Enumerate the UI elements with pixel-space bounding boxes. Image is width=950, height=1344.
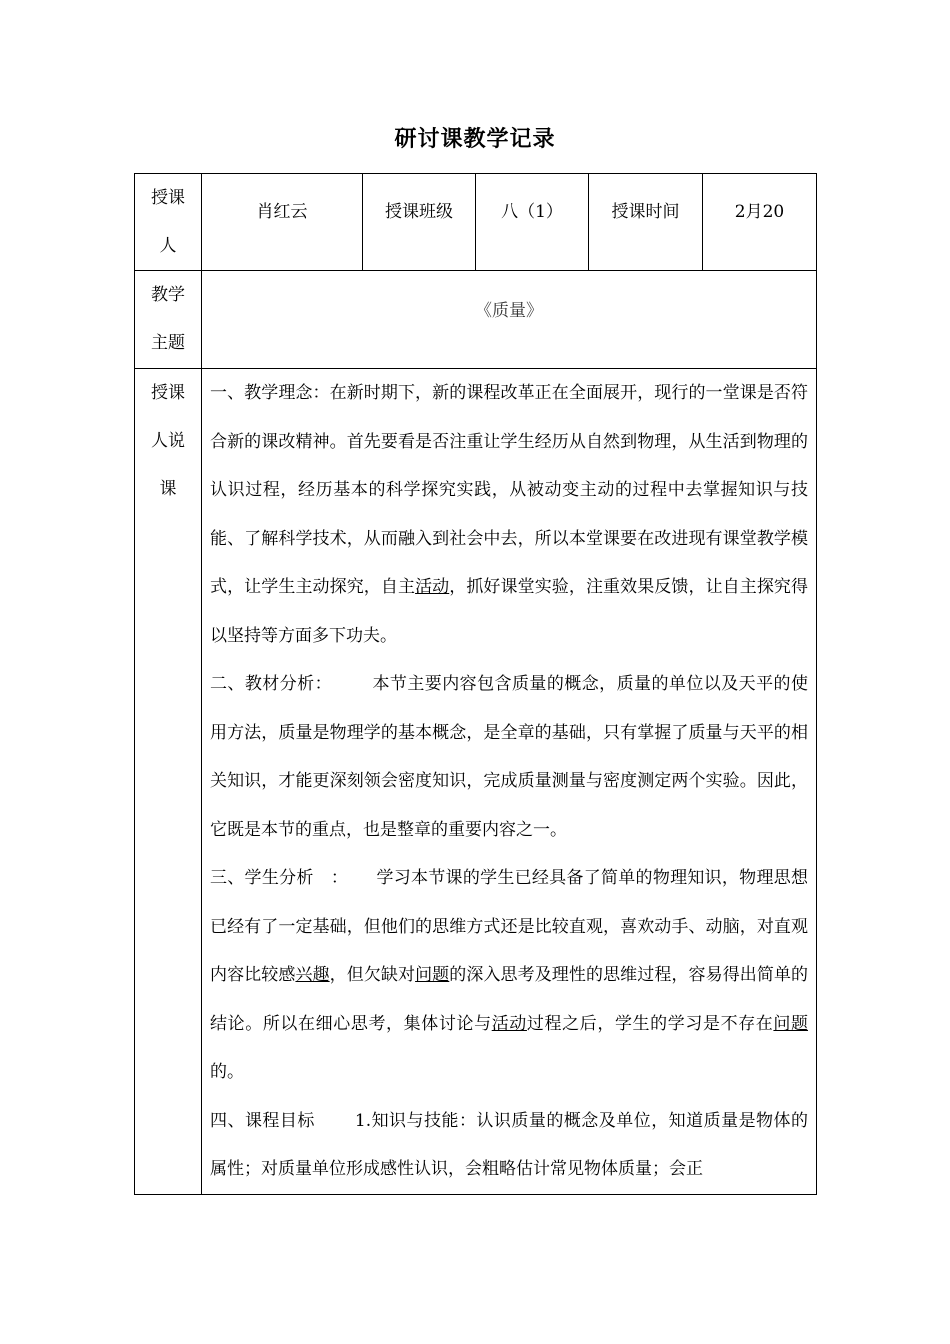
interest-link[interactable]: 兴趣 bbox=[295, 965, 330, 985]
section-goals-text: 1.知识与技能：认识质量的概念及单位，知道质量是物体的属性；对质量单位形成感性认识，会粗略估计常见物体质量；会正 bbox=[210, 1110, 809, 1179]
section-philosophy-text-a: 一、教学理念：在新时期下，新的课程改革正在全面展开，现行的一堂课是否符合新的课改精神。首先要看是否注重让学生经历从自然到物理，从生活到物理的认识过程，经历基本的科学探究实践，从被动变主动的过程中去掌握知识与技能、了解科学技术，从而融入到社会中去，所以本堂课要在改进现有课堂教学模式，让学生主动探究，自主 bbox=[210, 383, 808, 597]
topic-row bbox=[135, 271, 817, 369]
talk-label-line2: 人说 bbox=[151, 431, 185, 451]
section-goals-heading: 四、课程目标 bbox=[210, 1110, 315, 1131]
teacher-label-line1: 授课 bbox=[151, 188, 185, 208]
problem-link-2[interactable]: 问题 bbox=[773, 1013, 809, 1034]
class-label: 授课班级 bbox=[363, 174, 476, 271]
talk-content bbox=[202, 369, 817, 1195]
time-label: 授课时间 bbox=[589, 174, 703, 271]
activity-link-2[interactable]: 活动 bbox=[491, 1013, 527, 1034]
section-material-heading: 二、教材分析： bbox=[210, 674, 333, 694]
section-material bbox=[210, 660, 808, 854]
activity-link[interactable]: 活动 bbox=[415, 577, 450, 597]
teacher-label-cell bbox=[135, 174, 202, 271]
section-students-text-e: 的。 bbox=[210, 1062, 244, 1082]
section-material-text: 本节主要内容包含质量的概念，质量的单位以及天平的使用方法，质量是物理学的基本概念，是全章的基础，只有掌握了质量与天平的相关知识，才能更深刻领会密度知识，完成质量测量与密度测定两个实验。因此，它既是本节的重点，也是整章的重要内容之一。 bbox=[210, 674, 808, 840]
section-students-text-a: 学习本节课的学生已经具备了简单的物理知识，物理思想已经有了一定基础，但他们的思维方式还是比较直观，喜欢动手、动脑，对直观内容比较感 bbox=[210, 868, 809, 985]
header-row bbox=[135, 174, 817, 271]
time-value: 2月20 bbox=[703, 174, 817, 271]
section-philosophy bbox=[210, 369, 808, 660]
section-students-text-b: ，但欠缺对 bbox=[329, 965, 416, 985]
topic-label-line1: 教学 bbox=[151, 285, 185, 305]
topic-value: 《质量》 bbox=[202, 271, 817, 369]
talk-label-cell bbox=[135, 369, 202, 1195]
teacher-name: 肖红云 bbox=[202, 174, 363, 271]
teacher-label-line2: 人 bbox=[159, 236, 177, 256]
problem-link[interactable]: 问题 bbox=[415, 965, 450, 985]
section-goals bbox=[210, 1097, 808, 1194]
topic-label-cell bbox=[135, 271, 202, 369]
section-philosophy-text-b: ，抓好课堂实验，注重效果反馈，让自主探究得以坚持等方面多下功夫。 bbox=[210, 577, 809, 646]
topic-label-line2: 主题 bbox=[151, 333, 185, 353]
class-value: 八（1） bbox=[476, 174, 589, 271]
section-students bbox=[210, 854, 808, 1097]
section-students-text-d: 过程之后，学生的学习是不存在 bbox=[526, 1013, 774, 1034]
section-students-heading: 三、学生分析 ： bbox=[210, 868, 349, 888]
section-students-text-c: 的深入思考及理性的思维过程，容易得出简单的结论。所以在细心思考，集体讨论与 bbox=[210, 965, 809, 1034]
talk-label-line1: 授课 bbox=[151, 383, 185, 403]
talk-label-line3: 课 bbox=[159, 479, 177, 499]
document-title: 研讨课教学记录 bbox=[394, 126, 556, 152]
talk-row bbox=[135, 369, 817, 1195]
record-table bbox=[134, 173, 817, 1195]
